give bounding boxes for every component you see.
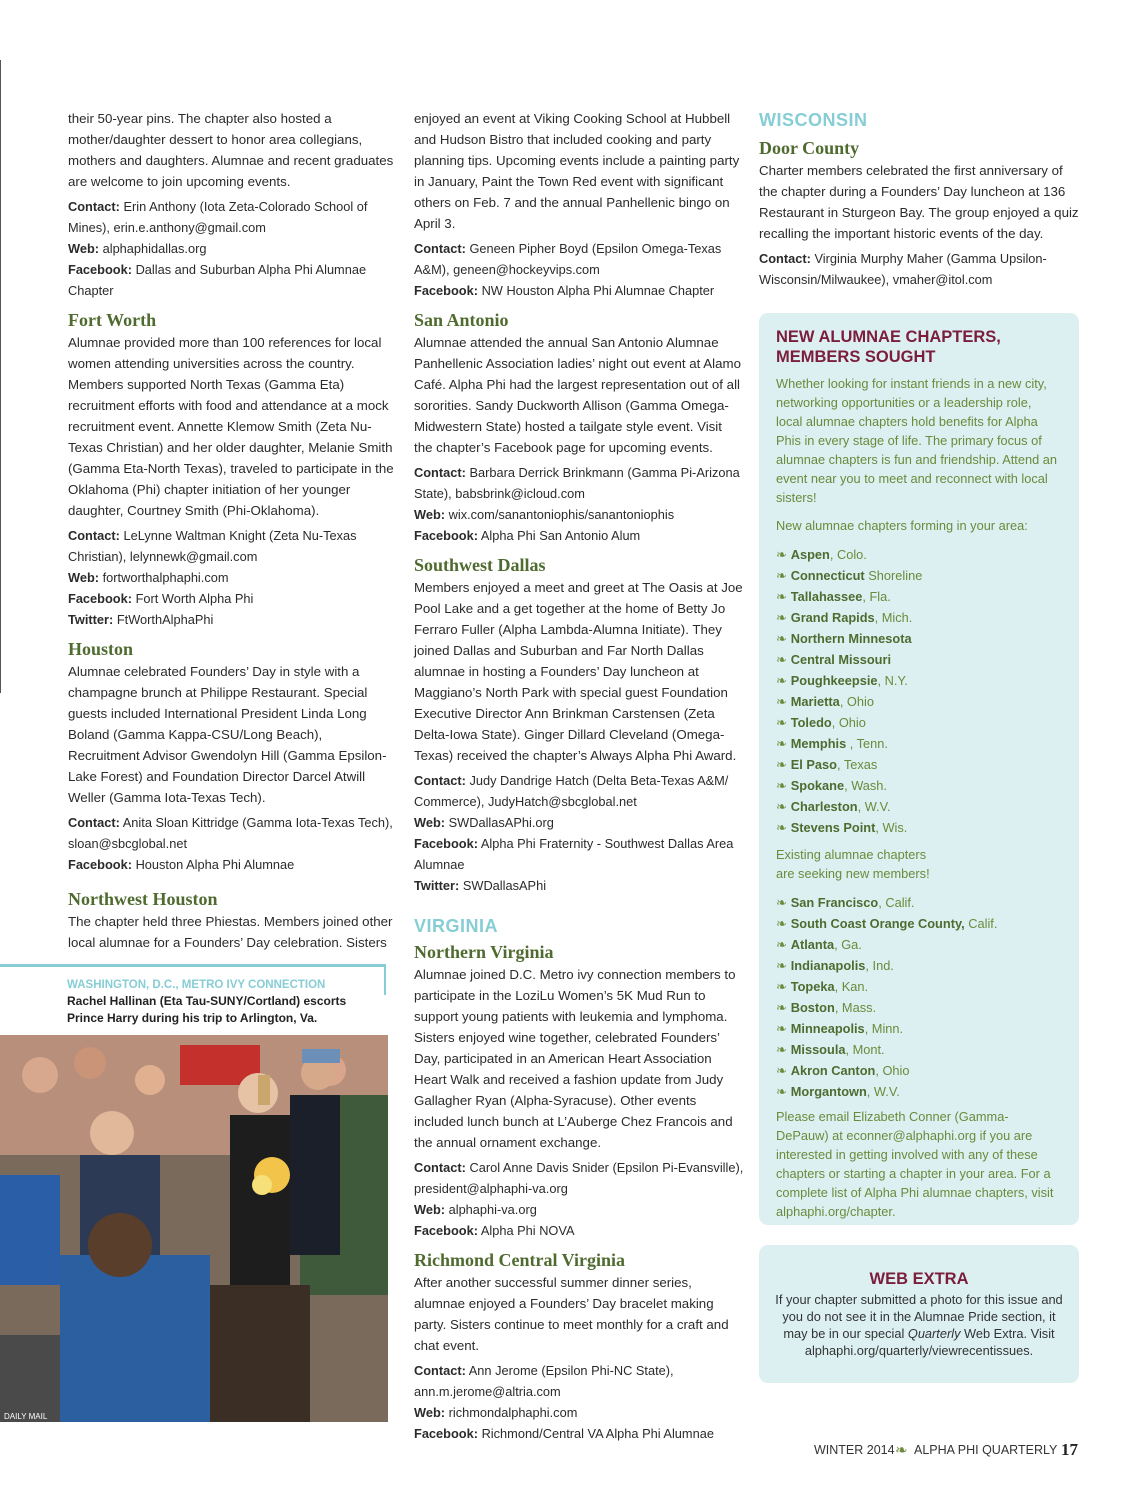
chapter-list-item bbox=[776, 817, 1061, 838]
chapter-name: San Francisco bbox=[790, 895, 879, 910]
chapter-location: , Ohio bbox=[839, 694, 874, 709]
chapter-location: , Mass. bbox=[834, 1000, 877, 1015]
ivy-bullet-icon: ❧ bbox=[776, 916, 787, 931]
chapter-list-item bbox=[776, 796, 1061, 817]
contact-label: Contact: bbox=[68, 815, 120, 830]
ivy-bullet-icon: ❧ bbox=[776, 1021, 787, 1036]
article-body: The chapter held three Phiestas. Members joined other local alumnae for a Founders’ Day celebration. Sisters bbox=[68, 914, 393, 950]
web-value: SWDallasAPhi.org bbox=[448, 815, 554, 830]
twitter-label: Twitter: bbox=[68, 612, 114, 627]
contact-label: Contact: bbox=[414, 241, 466, 256]
chapter-list-item bbox=[776, 544, 1061, 565]
column-1 bbox=[68, 108, 394, 953]
chapter-location: , Mont. bbox=[845, 1042, 885, 1057]
facebook-value: Alpha Phi Fraternity - Southwest Dallas Area Alumnae bbox=[414, 836, 734, 872]
chapter-list-item bbox=[776, 565, 1061, 586]
chapter-location: Calif. bbox=[964, 916, 998, 931]
article-body: their 50-year pins. The chapter also hosted a mother/daughter dessert to honor area collegians, mothers and daughters. Alumnae and recent graduates are welcome to join upcoming events. bbox=[68, 111, 394, 189]
chapter-name: Akron Canton bbox=[790, 1063, 876, 1078]
chapter-list-item bbox=[776, 934, 1061, 955]
footer-magazine: ALPHA PHI QUARTERLY bbox=[914, 1443, 1058, 1457]
facebook-value: NW Houston Alpha Phi Alumnae Chapter bbox=[481, 283, 715, 298]
new-chapters-box bbox=[759, 313, 1079, 1225]
page-number: 17 bbox=[1061, 1440, 1078, 1459]
chapter-list-item bbox=[776, 913, 1061, 934]
box-closing: Please email Elizabeth Conner (Gamma-DePauw) at econner@alphaphi.org if you are interested in getting involved with any of these chapters or starting a chapter in your area. For a complete list of Alpha Phi alumnae chapters, visit alphaphi.org/chapter. bbox=[776, 1109, 1054, 1219]
chapter-list-item bbox=[776, 976, 1061, 997]
facebook-value: Dallas and Suburban Alpha Phi Alumnae Chapter bbox=[68, 262, 367, 298]
contact-label: Contact: bbox=[759, 251, 811, 266]
article-body: Alumnae attended the annual San Antonio Alumnae Panhellenic Association ladies’ night out event at Alamo Café. Alpha Phi had the largest representation out of all sororities. Sandy Duckworth Allison (Gamma Omega-Midwestern State) hosted a tailgate style event. Visit the chapter’s Facebook page for upcoming events. bbox=[414, 335, 741, 455]
photo-illustration bbox=[0, 1035, 388, 1422]
chapter-name: Toledo bbox=[790, 715, 832, 730]
facebook-value: Houston Alpha Phi Alumnae bbox=[135, 857, 295, 872]
web-extra-title: WEB EXTRA bbox=[869, 1270, 969, 1288]
chapter-name: Atlanta bbox=[790, 937, 835, 952]
contact-label: Contact: bbox=[414, 1363, 466, 1378]
chapter-list-item bbox=[776, 1018, 1061, 1039]
chapter-location: , Wash. bbox=[844, 778, 887, 793]
web-label: Web: bbox=[68, 241, 100, 256]
chapter-name: Northern Minnesota bbox=[790, 631, 912, 646]
chapter-name: Poughkeepsie bbox=[790, 673, 878, 688]
twitter-label: Twitter: bbox=[414, 878, 460, 893]
ivy-bullet-icon: ❧ bbox=[776, 757, 787, 772]
ivy-bullet-icon: ❧ bbox=[776, 631, 787, 646]
chapter-location: , Fla. bbox=[862, 589, 891, 604]
ivy-bullet-icon: ❧ bbox=[776, 547, 787, 562]
caption-text: Rachel Hallinan (Eta Tau-SUNY/Cortland) escorts Prince Harry during his trip to Arlington, Va. bbox=[67, 994, 347, 1025]
web-label: Web: bbox=[414, 1202, 446, 1217]
contact-info bbox=[414, 462, 744, 546]
ivy-bullet-icon: ❧ bbox=[776, 694, 787, 709]
ivy-bullet-icon: ❧ bbox=[776, 937, 787, 952]
chapter-location: , Mich. bbox=[874, 610, 913, 625]
twitter-value: SWDallasAPhi bbox=[462, 878, 547, 893]
chapter-list-item bbox=[776, 1081, 1061, 1102]
ivy-bullet-icon: ❧ bbox=[776, 958, 787, 973]
web-value: richmondalphaphi.com bbox=[448, 1405, 578, 1420]
contact-label: Contact: bbox=[414, 1160, 466, 1175]
page-edge-rule bbox=[0, 60, 1, 693]
facebook-label: Facebook: bbox=[414, 836, 478, 851]
contact-info bbox=[759, 248, 1081, 290]
contact-value: Carol Anne Davis Snider (Epsilon Pi-Evansville), president@alphaphi-va.org bbox=[414, 1160, 744, 1196]
facebook-label: Facebook: bbox=[414, 1426, 478, 1441]
chapter-location: , Ga. bbox=[834, 937, 862, 952]
twitter-value: FtWorthAlphaPhi bbox=[116, 612, 214, 627]
section-heading: Door County bbox=[759, 138, 860, 158]
facebook-value: Alpha Phi NOVA bbox=[480, 1223, 575, 1238]
ivy-bullet-icon: ❧ bbox=[776, 1000, 787, 1015]
contact-label: Contact: bbox=[414, 773, 466, 788]
chapter-list-item bbox=[776, 775, 1061, 796]
chapter-location: , Ohio bbox=[875, 1063, 910, 1078]
web-extra-box bbox=[759, 1245, 1079, 1383]
chapter-list-item bbox=[776, 754, 1061, 775]
facebook-label: Facebook: bbox=[68, 591, 132, 606]
existing-chapter-list bbox=[776, 892, 1061, 1102]
chapter-name: Missoula bbox=[790, 1042, 846, 1057]
contact-value: Ann Jerome (Epsilon Phi-NC State), ann.m.jerome@altria.com bbox=[414, 1363, 674, 1399]
web-value: fortworthalphaphi.com bbox=[102, 570, 229, 585]
contact-info bbox=[68, 525, 394, 630]
contact-value: LeLynne Waltman Knight (Zeta Nu-Texas Christian), lelynnewk@gmail.com bbox=[68, 528, 357, 564]
chapter-list-item bbox=[776, 670, 1061, 691]
chapter-name: Spokane bbox=[790, 778, 845, 793]
chapter-location: , W.V. bbox=[866, 1084, 900, 1099]
ivy-bullet-icon: ❧ bbox=[776, 715, 787, 730]
article-body: After another successful summer dinner series, alumnae enjoyed a Founders’ Day bracelet making party. Sisters continue to meet monthly for a craft and chat event. bbox=[414, 1275, 729, 1353]
chapter-name: Central Missouri bbox=[790, 652, 891, 667]
caption-rule bbox=[384, 967, 386, 995]
ivy-bullet-icon: ❧ bbox=[776, 1063, 787, 1078]
chapter-name: Indianapolis bbox=[790, 958, 866, 973]
section-heading: Fort Worth bbox=[68, 310, 157, 330]
photo-credit: DAILY MAIL bbox=[4, 1412, 48, 1421]
state-heading: WISCONSIN bbox=[759, 110, 868, 130]
web-extra-text bbox=[775, 1291, 1063, 1359]
ivy-bullet-icon: ❧ bbox=[776, 1084, 787, 1099]
web-value: wix.com/sanantoniophis/sanantoniophis bbox=[448, 507, 675, 522]
box-title: NEW ALUMNAE CHAPTERS, MEMBERS SOUGHT bbox=[776, 328, 1001, 366]
chapter-list-item bbox=[776, 1060, 1061, 1081]
chapter-name: Morgantown bbox=[790, 1084, 867, 1099]
section-heading: San Antonio bbox=[414, 310, 509, 330]
web-label: Web: bbox=[414, 815, 446, 830]
article-body: Members enjoyed a meet and greet at The Oasis at Joe Pool Lake and a get together at the home of Betty Jo Ferraro Fuller (Alpha Lambda-Alumna Initiate). They joined Dallas and Suburban and Far North Dallas alumnae in hosting a Founders’ Day luncheon at Maggiano’s North Park with special guest Foundation Executive Director Ann Brinkman Carstensen (Zeta Delta-Iowa State). Ginger Dillard Cleveland (Omega-Texas) received the chapter’s Always Alpha Phi Award. bbox=[414, 580, 743, 763]
article-body: enjoyed an event at Viking Cooking School at Hubbell and Hudson Bistro that included cooking and party planning tips. Upcoming events include a painting party in January, Paint the Town Red event with significant others on Feb. 7 and the annual Panhellenic bingo on April 3. bbox=[414, 111, 740, 231]
web-label: Web: bbox=[414, 507, 446, 522]
contact-info bbox=[414, 770, 744, 896]
ivy-bullet-icon: ❧ bbox=[776, 1042, 787, 1057]
contact-value: Erin Anthony (Iota Zeta-Colorado School of Mines), erin.e.anthony@gmail.com bbox=[68, 199, 368, 235]
ivy-bullet-icon: ❧ bbox=[776, 568, 787, 583]
chapter-list-item bbox=[776, 586, 1061, 607]
chapter-name: Grand Rapids bbox=[790, 610, 875, 625]
article-body: Charter members celebrated the first anniversary of the chapter during a Founders’ Day luncheon at 136 Restaurant in Sturgeon Bay. The group enjoyed a quiz recalling the important historic events of the day. bbox=[759, 163, 1079, 241]
chapter-name: Aspen bbox=[790, 547, 830, 562]
contact-value: Anita Sloan Kittridge (Gamma Iota-Texas Tech), sloan@sbcglobal.net bbox=[68, 815, 393, 851]
column-2 bbox=[414, 108, 744, 1444]
chapter-list-item bbox=[776, 607, 1061, 628]
chapter-list-item bbox=[776, 997, 1061, 1018]
section-heading: Houston bbox=[68, 639, 134, 659]
chapter-location: , Colo. bbox=[829, 547, 867, 562]
ivy-bullet-icon: ❧ bbox=[776, 673, 787, 688]
chapter-location: , Texas bbox=[836, 757, 878, 772]
chapter-name: Topeka bbox=[790, 979, 835, 994]
contact-label: Contact: bbox=[68, 528, 120, 543]
web-label: Web: bbox=[68, 570, 100, 585]
facebook-label: Facebook: bbox=[68, 857, 132, 872]
web-extra-text-a: If your chapter submitted a photo for this issue and you do not see it in the Alumnae Pride section, it may be in our special bbox=[775, 1292, 1063, 1341]
chapter-name: El Paso bbox=[790, 757, 837, 772]
chapter-location: , Ohio bbox=[831, 715, 866, 730]
contact-info bbox=[414, 1157, 744, 1241]
contact-label: Contact: bbox=[414, 465, 466, 480]
article-body: Alumnae joined D.C. Metro ivy connection members to participate in the LoziLu Women’s 5K Mud Run to support young patients with leukemia and lymphoma. Sisters enjoyed wine together, celebrated Founders’ Day, participated in an American Heart Association Heart Walk and received a fashion update from Judy Gallagher Ryan (Alpha-Syracuse). Other events included lunch bunch at L’Auberge Chez Francois and the annual ornament exchange. bbox=[414, 967, 736, 1150]
state-heading: VIRGINIA bbox=[414, 916, 499, 936]
chapter-location: , N.Y. bbox=[877, 673, 908, 688]
contact-value: Barbara Derrick Brinkmann (Gamma Pi-Arizona State), babsbrink@icloud.com bbox=[414, 465, 740, 501]
chapter-list-item bbox=[776, 733, 1061, 754]
event-photo bbox=[0, 1035, 388, 1422]
chapter-name: Boston bbox=[790, 1000, 835, 1015]
article-body: Alumnae provided more than 100 references for local women attending universities across the country. Members supported North Texas (Gamma Eta) recruitment efforts with food and attendance at a mock recruitment event. Annette Klemow Smith (Zeta Nu-Texas Christian) and her older daughter, Melanie Smith (Gamma Eta-North Texas), traveled to participate in the Oklahoma (Phi) chapter initiation of her younger daughter, Courtney Smith (Phi-Oklahoma). bbox=[68, 335, 394, 518]
web-label: Web: bbox=[414, 1405, 446, 1420]
caption-kicker: WASHINGTON, D.C., METRO IVY CONNECTION bbox=[67, 979, 326, 991]
chapter-name: Stevens Point bbox=[790, 820, 876, 835]
contact-value: Virginia Murphy Maher (Gamma Upsilon-Wisconsin/Milwaukee), vmaher@itol.com bbox=[759, 251, 1047, 287]
contact-info bbox=[414, 1360, 744, 1444]
chapter-list-item bbox=[776, 649, 1061, 670]
ivy-bullet-icon: ❧ bbox=[776, 979, 787, 994]
section-heading: Northern Virginia bbox=[414, 942, 554, 962]
chapter-name: Connecticut bbox=[790, 568, 865, 583]
chapter-location: , Ind. bbox=[865, 958, 894, 973]
contact-info bbox=[68, 812, 394, 875]
contact-info bbox=[414, 238, 744, 301]
ivy-bullet-icon: ❧ bbox=[776, 589, 787, 604]
ivy-bullet-icon: ❧ bbox=[776, 895, 787, 910]
facebook-value: Alpha Phi San Antonio Alum bbox=[480, 528, 641, 543]
chapter-name: Charleston bbox=[790, 799, 858, 814]
web-value: alphaphi-va.org bbox=[448, 1202, 537, 1217]
chapter-list-item bbox=[776, 1039, 1061, 1060]
chapter-name: Tallahassee bbox=[790, 589, 863, 604]
photo-caption bbox=[0, 964, 386, 1027]
column-3 bbox=[759, 108, 1081, 290]
chapter-location: Shoreline bbox=[864, 568, 923, 583]
chapter-list-item bbox=[776, 955, 1061, 976]
ivy-bullet-icon: ❧ bbox=[776, 610, 787, 625]
ivy-bullet-icon: ❧ bbox=[776, 652, 787, 667]
box-intro: Whether looking for instant friends in a new city, networking opportunities or a leadership role, local alumnae chapters hold benefits for Alpha Phis in every stage of life. The primary focus of alumnae chapters is fun and friendship. Attend an event near you to meet and reconnect with local sisters! bbox=[776, 376, 1058, 505]
section-heading: Southwest Dallas bbox=[414, 555, 546, 575]
facebook-label: Facebook: bbox=[68, 262, 132, 277]
forming-label: New alumnae chapters forming in your area: bbox=[776, 518, 1028, 533]
facebook-label: Facebook: bbox=[414, 283, 478, 298]
chapter-location: , Kan. bbox=[834, 979, 869, 994]
chapter-name: Marietta bbox=[790, 694, 840, 709]
chapter-location: , Tenn. bbox=[846, 736, 888, 751]
ivy-bullet-icon: ❧ bbox=[776, 736, 787, 751]
ivy-leaf-icon: ❧ bbox=[895, 1442, 908, 1459]
contact-label: Contact: bbox=[68, 199, 120, 214]
chapter-name: Memphis bbox=[790, 736, 847, 751]
facebook-label: Facebook: bbox=[414, 528, 478, 543]
section-heading: Richmond Central Virginia bbox=[414, 1250, 626, 1270]
chapter-name: South Coast Orange County, bbox=[790, 916, 965, 931]
facebook-value: Richmond/Central VA Alpha Phi Alumnae bbox=[481, 1426, 714, 1441]
contact-info bbox=[68, 196, 394, 301]
web-value: alphaphidallas.org bbox=[102, 241, 207, 256]
chapter-location: , W.V. bbox=[857, 799, 891, 814]
chapter-list-item bbox=[776, 691, 1061, 712]
facebook-label: Facebook: bbox=[414, 1223, 478, 1238]
chapter-location: , Minn. bbox=[864, 1021, 904, 1036]
web-extra-text-b: Web Extra. Visit alphaphi.org/quarterly/viewrecentissues. bbox=[804, 1326, 1055, 1358]
ivy-bullet-icon: ❧ bbox=[776, 820, 787, 835]
section-heading: Northwest Houston bbox=[68, 889, 218, 909]
existing-label: Existing alumnae chapters are seeking new members! bbox=[776, 847, 930, 881]
footer-issue: WINTER 2014 bbox=[814, 1443, 895, 1457]
contact-value: Judy Dandrige Hatch (Delta Beta-Texas A&M/ Commerce), JudyHatch@sbcglobal.net bbox=[414, 773, 729, 809]
chapter-list-item bbox=[776, 892, 1061, 913]
web-extra-italic: Quarterly bbox=[907, 1326, 961, 1341]
chapter-location: , Wis. bbox=[875, 820, 908, 835]
ivy-bullet-icon: ❧ bbox=[776, 799, 787, 814]
chapter-name: Minneapolis bbox=[790, 1021, 865, 1036]
chapter-list-item bbox=[776, 628, 1061, 649]
ivy-bullet-icon: ❧ bbox=[776, 778, 787, 793]
chapter-list-item bbox=[776, 712, 1061, 733]
contact-value: Geneen Pipher Boyd (Epsilon Omega-Texas A&M), geneen@hockeyvips.com bbox=[414, 241, 722, 277]
forming-chapter-list bbox=[776, 544, 1061, 838]
chapter-location: , Calif. bbox=[878, 895, 915, 910]
facebook-value: Fort Worth Alpha Phi bbox=[135, 591, 254, 606]
article-body: Alumnae celebrated Founders’ Day in style with a champagne brunch at Philippe Restaurant. Special guests included International President Linda Long Boland (Gamma Kappa-CSU/Long Beach), Recruitment Advisor Gwendolyn Hill (Gamma Epsilon-Lake Forest) and Foundation Director Darcel Atwill Weller (Gamma Iota-Texas Tech). bbox=[68, 664, 387, 805]
